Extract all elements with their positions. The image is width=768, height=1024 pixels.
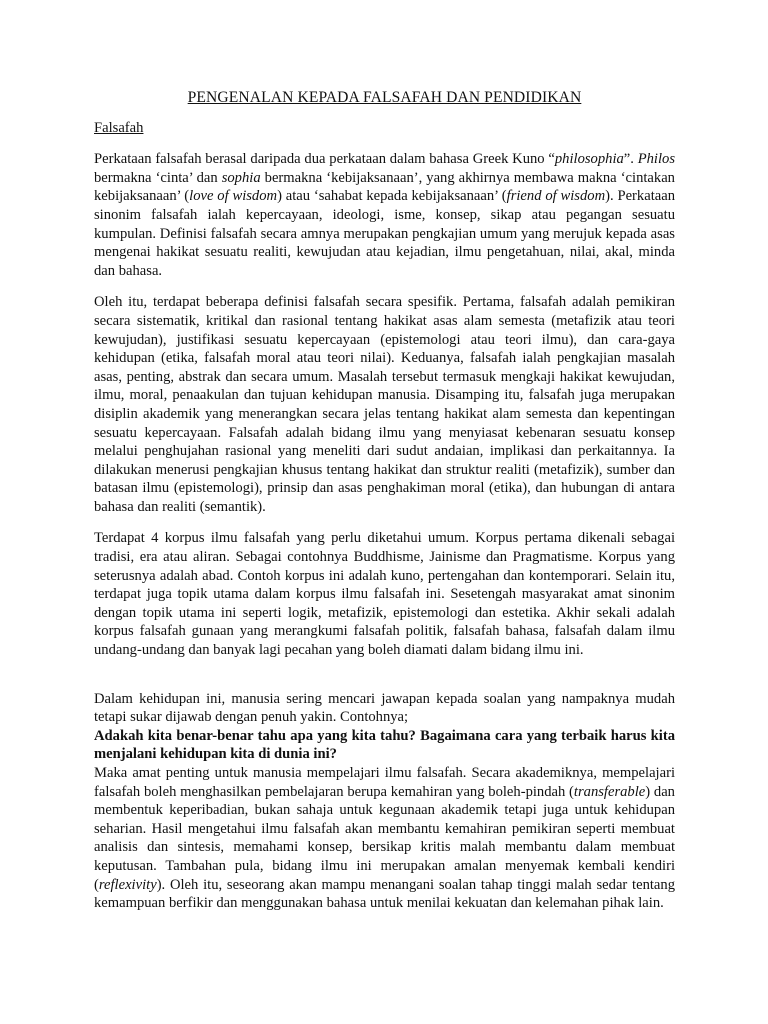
document-body <box>94 89 675 913</box>
paragraph-4: Dalam kehidupan ini, manusia sering mencari jawapan kepada soalan yang nampaknya mudah tetapi sukar dijawab dengan penuh yakin. Contohnya; <box>94 690 675 726</box>
p1-italic-love-of-wisdom: love of wisdom <box>189 188 278 205</box>
p1-text-e: bermakna ‘cinta’ dan <box>94 169 222 186</box>
p6-text-e: ). Oleh itu, seseorang akan mampu menangani soalan tahap tinggi malah sedar tentang kemampuan berfikir dan menggunakan bahasa untuk menilai kekuatan dan kelemahan pihak lain. <box>94 876 675 912</box>
p1-italic-friend-of-wisdom: friend of wisdom <box>506 188 606 205</box>
paragraph-6 <box>94 764 675 913</box>
paragraph-3: Terdapat 4 korpus ilmu falsafah yang perlu diketahui umum. Korpus pertama dikenali sebagai tradisi, era atau aliran. Sebagai contohnya Buddhisme, Jainisme dan Pragmatisme. Korpus yang seterusnya adalah abad. Contoh korpus ini adalah kuno, pertengahan dan kontemporari. Selain itu, terdapat juga topik utama dalam korpus ilmu falsafah ini. Sesetengah masyarakat amat sinonim dengan topik utama ini seperti logik, metafizik, epistemologi dan estetika. Akhir sekali adalah korpus falsafah gunaan yang merangkumi falsafah politik, falsafah bahasa, falsafah dalam ilmu undang-undang dan banyak lagi pecahan yang boleh diamati dalam bidang ilmu ini. <box>94 530 675 659</box>
p1-text-a: Perkataan falsafah berasal daripada dua perkataan dalam bahasa Greek Kuno “ <box>94 151 555 168</box>
p6-italic-transferable: transferable <box>573 783 646 800</box>
p1-text-i: ) atau ‘sahabat kepada kebijaksanaan’ ( <box>277 188 507 205</box>
p1-text-g: bermakna ‘kebijaksanaan’, yang akhirnya membawa makna ‘cintakan kebijaksanaan’ ( <box>94 169 675 205</box>
section-heading: Falsafah <box>94 119 144 136</box>
p6-text-c: ) dan membentuk keperibadian, bukan sahaja untuk kegunaan akademik tetapi juga untuk kehidupan seharian. Hasil mengetahui ilmu falsafah akan membantu kemahiran pemikiran seperti membuat analisis dan sintesis, memahami konsep, bersikap kritis malah membantu dalam membuat keputusan. Tambahan pula, bidang ilmu ini merupakan amalan menyemak kembali kendiri ( <box>94 783 675 893</box>
paragraph-1 <box>94 150 675 280</box>
paragraph-2: Oleh itu, terdapat beberapa definisi falsafah secara spesifik. Pertama, falsafah adalah pemikiran secara sistematik, kritikal dan rasional tentang hakikat asas alam semesta (metafizik atau teori kewujudan), justifikasi sesuatu kepercayaan (epistemologi atau teori ilmu), dan cara-gaya kehidupan (etika, falsafah moral atau teori nilai). Keduanya, falsafah ialah pengkajian masalah asas, penting, abstrak dan secara umum. Masalah tersebut termasuk mengkaji hakikat kewujudan, ilmu, moral, penaakulan dan tujuan kehidupan manusia. Disamping itu, falsafah juga merupakan disiplin akademik yang menerangkan secara jelas tentang hakikat alam semesta dan kepentingan sesuatu kepercayaan. Falsafah adalah bidang ilmu yang menyiasat kebenaran sesuatu konsep melalui penghujahan rasional yang meneliti dari sudut andaian, implikasi dan perkaitannya. Ia dilakukan menerusi pengkajian khusus tentang hakikat dan struktur realiti (metafizik), sumber dan batasan ilmu (epistemologi), prinsip dan asas penghakiman moral (etika), dan hubungan di antara bahasa dan realiti (semantik). <box>94 294 675 515</box>
p1-italic-sophia: sophia <box>221 169 261 186</box>
p1-italic-philosophia: philosophia <box>554 151 624 168</box>
paragraph-5-bold-question: Adakah kita benar-benar tahu apa yang kita tahu? Bagaimana cara yang terbaik harus kita menjalani kehidupan kita di dunia ini? <box>94 727 675 763</box>
p6-text-a: Maka amat penting untuk manusia mempelajari ilmu falsafah. Secara akademiknya, mempelajari falsafah boleh menghasilkan pembelajaran berupa kemahiran yang boleh-pindah ( <box>94 765 675 800</box>
document-title: PENGENALAN KEPADA FALSAFAH DAN PENDIDIKAN <box>187 89 582 106</box>
p6-italic-reflexivity: reflexivity <box>98 876 157 893</box>
p1-text-c: ”. <box>623 151 638 168</box>
p1-text-k: ). Perkataan sinonim falsafah ialah kepercayaan, ideologi, isme, konsep, sikap atau pegangan sesuatu kumpulan. Definisi falsafah secara amnya merupakan pengkajian umum yang merujuk kepada asas mengenai hakikat sesuatu realiti, kewujudan atau kejadian, ilmu pengetahuan, nilai, akal, minda dan bahasa. <box>94 188 675 279</box>
p1-italic-philos: Philos <box>637 151 676 168</box>
